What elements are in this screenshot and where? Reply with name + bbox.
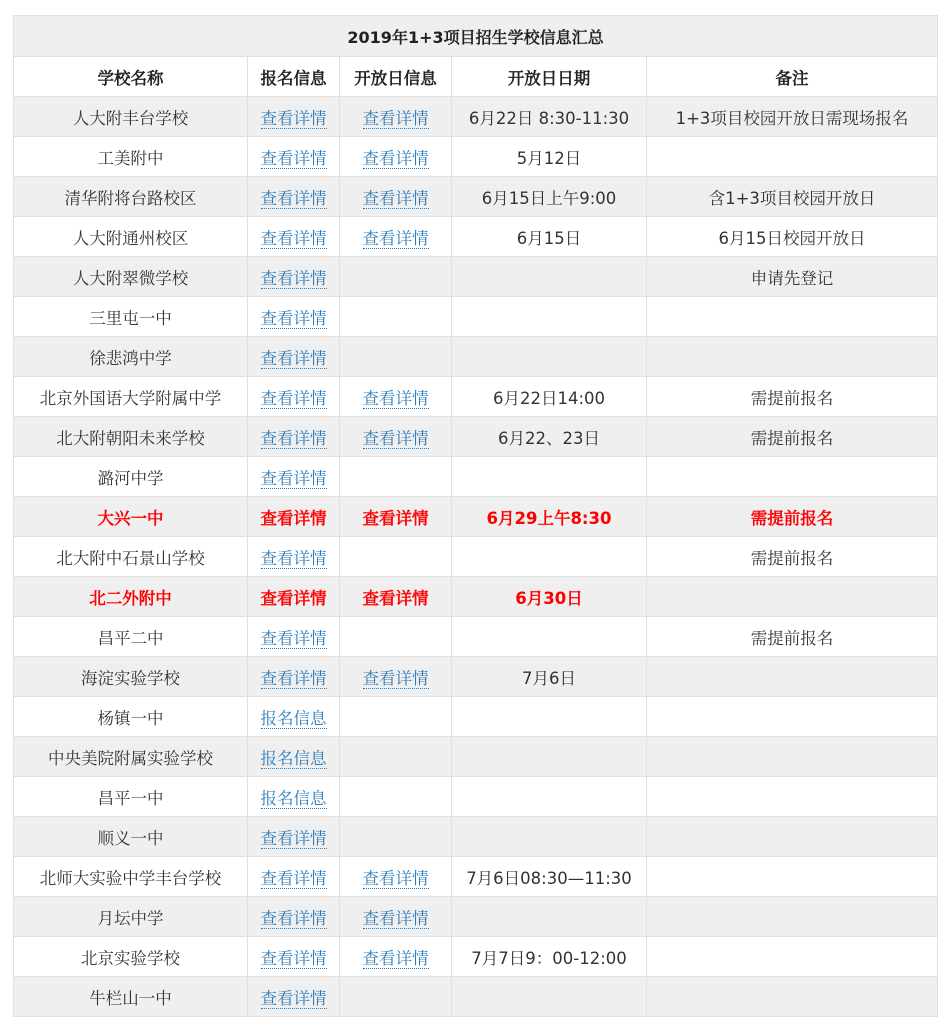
table-title: 2019年1+3项目招生学校信息汇总 bbox=[14, 16, 938, 57]
open-day-date-cell bbox=[452, 297, 647, 337]
open-day-cell bbox=[340, 457, 452, 497]
remarks-cell bbox=[647, 937, 938, 977]
table-row bbox=[14, 377, 938, 417]
registration-link[interactable]: 查看详情 bbox=[260, 588, 327, 608]
school-name-cell: 北二外附中 bbox=[14, 577, 248, 617]
registration-cell bbox=[248, 617, 340, 657]
open-day-date-cell bbox=[452, 977, 647, 1017]
remarks-cell bbox=[647, 777, 938, 817]
registration-cell bbox=[248, 457, 340, 497]
registration-link[interactable]: 查看详情 bbox=[260, 268, 327, 288]
registration-cell bbox=[248, 377, 340, 417]
open-day-cell bbox=[340, 977, 452, 1017]
school-name-cell: 北京外国语大学附属中学 bbox=[14, 377, 248, 417]
registration-cell bbox=[248, 337, 340, 377]
header-open-day-info: 开放日信息 bbox=[340, 57, 452, 97]
registration-cell bbox=[248, 537, 340, 577]
table-row bbox=[14, 337, 938, 377]
table-row bbox=[14, 697, 938, 737]
open-day-link[interactable]: 查看详情 bbox=[362, 868, 429, 888]
header-registration-info: 报名信息 bbox=[248, 57, 340, 97]
open-day-date-cell: 6月15日上午9:00 bbox=[452, 177, 647, 217]
remarks-cell bbox=[647, 897, 938, 937]
remarks-cell bbox=[647, 977, 938, 1017]
registration-link[interactable]: 查看详情 bbox=[260, 468, 327, 488]
open-day-cell bbox=[340, 417, 452, 457]
open-day-cell bbox=[340, 657, 452, 697]
open-day-cell bbox=[340, 937, 452, 977]
table-row bbox=[14, 137, 938, 177]
registration-link[interactable]: 查看详情 bbox=[260, 428, 327, 448]
registration-cell bbox=[248, 417, 340, 457]
registration-cell bbox=[248, 177, 340, 217]
registration-link[interactable]: 查看详情 bbox=[260, 108, 327, 128]
registration-cell bbox=[248, 857, 340, 897]
remarks-cell: 需提前报名 bbox=[647, 377, 938, 417]
open-day-link[interactable]: 查看详情 bbox=[362, 908, 429, 928]
school-name-cell: 中央美院附属实验学校 bbox=[14, 737, 248, 777]
open-day-cell bbox=[340, 137, 452, 177]
remarks-cell: 含1+3项目校园开放日 bbox=[647, 177, 938, 217]
school-name-cell: 杨镇一中 bbox=[14, 697, 248, 737]
open-day-date-cell bbox=[452, 897, 647, 937]
open-day-cell bbox=[340, 697, 452, 737]
registration-cell bbox=[248, 217, 340, 257]
open-day-date-cell: 7月7日9：00-12:00 bbox=[452, 937, 647, 977]
registration-link[interactable]: 查看详情 bbox=[260, 388, 327, 408]
table-row bbox=[14, 777, 938, 817]
registration-link[interactable]: 查看详情 bbox=[260, 908, 327, 928]
remarks-cell: 申请先登记 bbox=[647, 257, 938, 297]
school-name-cell: 人大附翠微学校 bbox=[14, 257, 248, 297]
remarks-cell bbox=[647, 817, 938, 857]
open-day-date-cell bbox=[452, 697, 647, 737]
table-row bbox=[14, 457, 938, 497]
school-name-cell: 牛栏山一中 bbox=[14, 977, 248, 1017]
school-name-cell: 工美附中 bbox=[14, 137, 248, 177]
table-row bbox=[14, 857, 938, 897]
table-header-row bbox=[14, 57, 938, 97]
open-day-link[interactable]: 查看详情 bbox=[362, 948, 429, 968]
open-day-cell bbox=[340, 497, 452, 537]
open-day-cell bbox=[340, 257, 452, 297]
table-row bbox=[14, 937, 938, 977]
registration-cell bbox=[248, 897, 340, 937]
remarks-cell bbox=[647, 697, 938, 737]
open-day-cell bbox=[340, 177, 452, 217]
school-name-cell: 潞河中学 bbox=[14, 457, 248, 497]
remarks-cell bbox=[647, 337, 938, 377]
school-name-cell: 人大附丰台学校 bbox=[14, 97, 248, 137]
school-name-cell: 人大附通州校区 bbox=[14, 217, 248, 257]
open-day-date-cell bbox=[452, 737, 647, 777]
registration-cell bbox=[248, 937, 340, 977]
open-day-link[interactable]: 查看详情 bbox=[362, 108, 429, 128]
registration-link[interactable]: 查看详情 bbox=[260, 988, 327, 1008]
table-row bbox=[14, 537, 938, 577]
table-row bbox=[14, 257, 938, 297]
table-row bbox=[14, 97, 938, 137]
registration-link[interactable]: 查看详情 bbox=[260, 228, 327, 248]
school-name-cell: 昌平一中 bbox=[14, 777, 248, 817]
open-day-date-cell: 6月22、23日 bbox=[452, 417, 647, 457]
registration-link[interactable]: 查看详情 bbox=[260, 148, 327, 168]
table-row bbox=[14, 977, 938, 1017]
open-day-cell bbox=[340, 737, 452, 777]
school-name-cell: 大兴一中 bbox=[14, 497, 248, 537]
open-day-date-cell bbox=[452, 337, 647, 377]
registration-cell bbox=[248, 497, 340, 537]
open-day-cell bbox=[340, 617, 452, 657]
table-row bbox=[14, 217, 938, 257]
table-body bbox=[14, 97, 938, 1017]
info-table-container bbox=[13, 15, 937, 1017]
open-day-link[interactable]: 查看详情 bbox=[362, 148, 429, 168]
remarks-cell: 需提前报名 bbox=[647, 617, 938, 657]
open-day-cell bbox=[340, 817, 452, 857]
open-day-cell bbox=[340, 377, 452, 417]
open-day-link[interactable]: 查看详情 bbox=[362, 228, 429, 248]
open-day-cell bbox=[340, 297, 452, 337]
registration-cell bbox=[248, 297, 340, 337]
remarks-cell bbox=[647, 457, 938, 497]
remarks-cell: 需提前报名 bbox=[647, 537, 938, 577]
open-day-link[interactable]: 查看详情 bbox=[362, 668, 429, 688]
open-day-cell bbox=[340, 97, 452, 137]
registration-link[interactable]: 报名信息 bbox=[260, 788, 327, 808]
remarks-cell: 6月15日校园开放日 bbox=[647, 217, 938, 257]
open-day-date-cell bbox=[452, 817, 647, 857]
remarks-cell bbox=[647, 857, 938, 897]
registration-link[interactable]: 报名信息 bbox=[260, 708, 327, 728]
header-remarks: 备注 bbox=[647, 57, 938, 97]
registration-cell bbox=[248, 817, 340, 857]
remarks-cell: 1+3项目校园开放日需现场报名 bbox=[647, 97, 938, 137]
open-day-cell bbox=[340, 777, 452, 817]
registration-cell bbox=[248, 137, 340, 177]
registration-cell bbox=[248, 777, 340, 817]
table-row bbox=[14, 177, 938, 217]
table-row bbox=[14, 297, 938, 337]
school-name-cell: 北大附中石景山学校 bbox=[14, 537, 248, 577]
school-name-cell: 北京实验学校 bbox=[14, 937, 248, 977]
open-day-date-cell: 5月12日 bbox=[452, 137, 647, 177]
remarks-cell bbox=[647, 657, 938, 697]
open-day-date-cell bbox=[452, 777, 647, 817]
open-day-cell bbox=[340, 577, 452, 617]
open-day-cell bbox=[340, 897, 452, 937]
registration-cell bbox=[248, 577, 340, 617]
open-day-cell bbox=[340, 857, 452, 897]
table-title-row bbox=[14, 16, 938, 57]
registration-link[interactable]: 查看详情 bbox=[260, 828, 327, 848]
registration-link[interactable]: 查看详情 bbox=[260, 308, 327, 328]
registration-cell bbox=[248, 97, 340, 137]
open-day-date-cell: 7月6日 bbox=[452, 657, 647, 697]
school-name-cell: 月坛中学 bbox=[14, 897, 248, 937]
school-info-table bbox=[13, 15, 938, 1017]
table-row bbox=[14, 897, 938, 937]
open-day-cell bbox=[340, 217, 452, 257]
open-day-link[interactable]: 查看详情 bbox=[362, 508, 429, 528]
open-day-link[interactable]: 查看详情 bbox=[362, 428, 429, 448]
table-row bbox=[14, 737, 938, 777]
remarks-cell bbox=[647, 137, 938, 177]
open-day-date-cell: 6月30日 bbox=[452, 577, 647, 617]
school-name-cell: 顺义一中 bbox=[14, 817, 248, 857]
school-name-cell: 清华附将台路校区 bbox=[14, 177, 248, 217]
school-name-cell: 昌平二中 bbox=[14, 617, 248, 657]
registration-link[interactable]: 查看详情 bbox=[260, 548, 327, 568]
registration-link[interactable]: 查看详情 bbox=[260, 628, 327, 648]
table-row bbox=[14, 497, 938, 537]
open-day-link[interactable]: 查看详情 bbox=[362, 588, 429, 608]
remarks-cell bbox=[647, 737, 938, 777]
remarks-cell bbox=[647, 297, 938, 337]
remarks-cell: 需提前报名 bbox=[647, 417, 938, 457]
school-name-cell: 三里屯一中 bbox=[14, 297, 248, 337]
open-day-date-cell: 7月6日08:30—11:30 bbox=[452, 857, 647, 897]
registration-cell bbox=[248, 697, 340, 737]
registration-cell bbox=[248, 257, 340, 297]
school-name-cell: 北大附朝阳未来学校 bbox=[14, 417, 248, 457]
open-day-date-cell bbox=[452, 257, 647, 297]
registration-link[interactable]: 查看详情 bbox=[260, 948, 327, 968]
registration-link[interactable]: 查看详情 bbox=[260, 188, 327, 208]
open-day-date-cell: 6月22日14:00 bbox=[452, 377, 647, 417]
remarks-cell: 需提前报名 bbox=[647, 497, 938, 537]
open-day-date-cell bbox=[452, 537, 647, 577]
registration-link[interactable]: 查看详情 bbox=[260, 868, 327, 888]
table-row bbox=[14, 817, 938, 857]
open-day-date-cell: 6月22日 8:30-11:30 bbox=[452, 97, 647, 137]
registration-cell bbox=[248, 977, 340, 1017]
registration-link[interactable]: 查看详情 bbox=[260, 348, 327, 368]
registration-link[interactable]: 报名信息 bbox=[260, 748, 327, 768]
remarks-cell bbox=[647, 577, 938, 617]
open-day-link[interactable]: 查看详情 bbox=[362, 188, 429, 208]
registration-cell bbox=[248, 737, 340, 777]
school-name-cell: 徐悲鸿中学 bbox=[14, 337, 248, 377]
registration-link[interactable]: 查看详情 bbox=[260, 508, 327, 528]
open-day-link[interactable]: 查看详情 bbox=[362, 388, 429, 408]
table-row bbox=[14, 617, 938, 657]
table-row bbox=[14, 417, 938, 457]
open-day-cell bbox=[340, 337, 452, 377]
registration-cell bbox=[248, 657, 340, 697]
table-row bbox=[14, 577, 938, 617]
school-name-cell: 海淀实验学校 bbox=[14, 657, 248, 697]
header-open-day-date: 开放日日期 bbox=[452, 57, 647, 97]
open-day-date-cell: 6月29上午8:30 bbox=[452, 497, 647, 537]
open-day-date-cell bbox=[452, 617, 647, 657]
header-school-name: 学校名称 bbox=[14, 57, 248, 97]
table-row bbox=[14, 657, 938, 697]
open-day-cell bbox=[340, 537, 452, 577]
registration-link[interactable]: 查看详情 bbox=[260, 668, 327, 688]
open-day-date-cell bbox=[452, 457, 647, 497]
open-day-date-cell: 6月15日 bbox=[452, 217, 647, 257]
school-name-cell: 北师大实验中学丰台学校 bbox=[14, 857, 248, 897]
